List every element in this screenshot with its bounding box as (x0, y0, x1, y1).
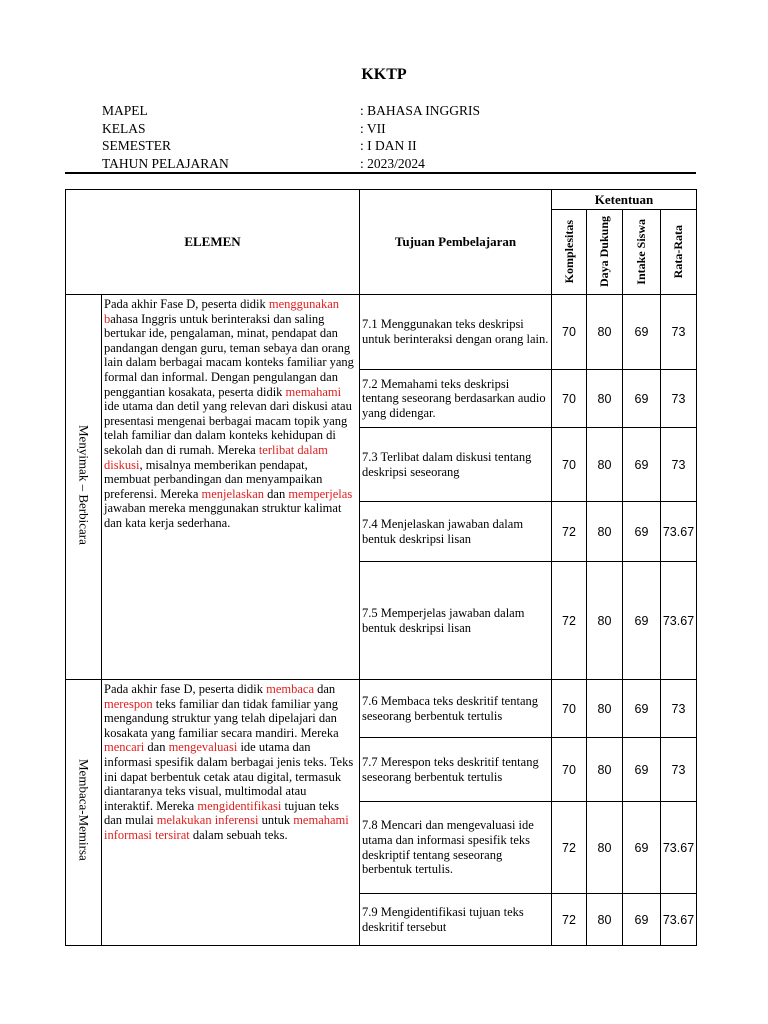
element-description (102, 295, 360, 680)
element-label-text: Membaca-Memirsa (76, 759, 92, 861)
rata-cell: 73.67 (661, 502, 697, 562)
description-text: ide utama dan informasi spesifik dalam berbagai jenis teks. Teks ini dapat berbentuk cetak atau digital, termasuk diantaranya teks visual, multimodal atau interaktif. Mereka (104, 740, 354, 813)
description-text: tujuan teks dan mulai (104, 798, 340, 828)
highlighted-keyword: mengevaluasi (168, 740, 238, 755)
subheader-label: Komplesitas (561, 220, 576, 284)
element-label-menyimak (66, 295, 102, 680)
subheader-label: Daya Dukung (597, 216, 611, 288)
rata-cell: 73.67 (661, 894, 697, 946)
daya-dukung-cell: 80 (587, 428, 623, 502)
kompleksitas-cell: 72 (552, 502, 587, 562)
kompleksitas-cell: 70 (552, 738, 587, 802)
meta-label: TAHUN PELAJARAN (102, 155, 229, 171)
description-text: teks familiar dan tidak familiar yang mengandung struktur yang telah dipelajari dan kosakata yang familiar secara mandiri. Mereka (104, 696, 339, 740)
highlighted-keyword: menggunakan b (104, 297, 340, 326)
intake-cell: 69 (623, 680, 661, 738)
element-description-text (104, 682, 357, 843)
tp-cell: 7.2 Memahami teks deskripsi tentang seseorang berdasarkan audio yang didengar. (360, 370, 552, 428)
description-text: ide utama dan detil yang relevan dari diskusi atau presentasi mengenai berbagai macam topik yang telah familiar dan dalam konteks kehidupan di sekolah dan di rumah. Mereka (104, 399, 352, 457)
meta-value: : I DAN II (360, 138, 417, 153)
meta-block (102, 102, 480, 172)
highlighted-keyword: melakukan inferensi (156, 813, 259, 828)
kompleksitas-cell: 70 (552, 295, 587, 370)
header-rule (65, 172, 696, 174)
element-label-text: Menyimak – Berbicara (76, 424, 92, 545)
highlighted-keyword: menjelaskan (201, 486, 265, 501)
daya-dukung-cell: 80 (587, 502, 623, 562)
subheader-label: Rata-Rata (671, 225, 685, 279)
daya-dukung-cell: 80 (587, 894, 623, 946)
daya-dukung-cell: 80 (587, 295, 623, 370)
description-text: jawaban mereka menggunakan struktur kalimat dan kata kerja sederhana. (104, 501, 342, 530)
description-text: dalam sebuah teks. (189, 827, 288, 842)
table-row (66, 680, 697, 738)
kompleksitas-cell: 72 (552, 562, 587, 680)
tp-cell: 7.6 Membaca teks deskritif tentang seseorang berbentuk tertulis (360, 680, 552, 738)
subheader-kompleksitas (552, 210, 587, 295)
rata-cell: 73 (661, 738, 697, 802)
tp-cell: 7.1 Menggunakan teks deskripsi untuk berinteraksi dengan orang lain. (360, 295, 552, 370)
meta-row-kelas (102, 120, 480, 138)
description-text: , misalnya memberikan pendapat, membuat perbandingan dan menyampaikan preferensi. Mereka (104, 457, 323, 501)
daya-dukung-cell: 80 (587, 802, 623, 894)
intake-cell: 69 (623, 370, 661, 428)
highlighted-keyword: membaca (266, 682, 314, 696)
subheader-rata-rata (661, 210, 697, 295)
tp-cell: 7.4 Menjelaskan jawaban dalam bentuk deskripsi lisan (360, 502, 552, 562)
intake-cell: 69 (623, 502, 661, 562)
description-text: dan (314, 682, 336, 696)
element-description-text (104, 297, 357, 531)
intake-cell: 69 (623, 428, 661, 502)
description-text: dan (264, 486, 289, 501)
intake-cell: 69 (623, 894, 661, 946)
highlighted-keyword: merespon (104, 696, 153, 711)
rata-cell: 73 (661, 680, 697, 738)
tp-cell: 7.9 Mengidentifikasi tujuan teks deskritif tersebut (360, 894, 552, 946)
daya-dukung-cell: 80 (587, 562, 623, 680)
meta-row-mapel (102, 102, 480, 120)
rata-cell: 73 (661, 428, 697, 502)
subheader-daya-dukung (587, 210, 623, 295)
subheader-label: Intake Siswa (634, 219, 648, 285)
kompleksitas-cell: 70 (552, 680, 587, 738)
kompleksitas-cell: 70 (552, 370, 587, 428)
daya-dukung-cell: 80 (587, 370, 623, 428)
rata-cell: 73 (661, 295, 697, 370)
element-label-membaca (66, 680, 102, 946)
rata-cell: 73.67 (661, 802, 697, 894)
header-elemen: ELEMEN (66, 190, 360, 295)
tp-cell: 7.5 Memperjelas jawaban dalam bentuk deskripsi lisan (360, 562, 552, 680)
highlighted-keyword: memperjelas (288, 486, 353, 501)
description-text: Pada akhir fase D, peserta didik (104, 682, 267, 696)
rata-cell: 73 (661, 370, 697, 428)
meta-row-tahun (102, 155, 480, 173)
highlighted-keyword: mencari (104, 740, 145, 755)
intake-cell: 69 (623, 738, 661, 802)
tp-cell: 7.3 Terlibat dalam diskusi tentang deskripsi seseorang (360, 428, 552, 502)
kktp-table (65, 189, 697, 946)
header-ketentuan: Ketentuan (552, 190, 697, 210)
kompleksitas-cell: 72 (552, 894, 587, 946)
daya-dukung-cell: 80 (587, 738, 623, 802)
tp-cell: 7.8 Mencari dan mengevaluasi ide utama dan informasi spesifik teks deskriptif tentang seseorang berbentuk tertulis. (360, 802, 552, 894)
document-title: KKTP (361, 66, 407, 83)
highlighted-keyword: memahami informasi tersirat (104, 813, 349, 842)
meta-label: KELAS (102, 120, 146, 136)
header-tujuan: Tujuan Pembelajaran (360, 190, 552, 295)
meta-label: SEMESTER (102, 138, 172, 153)
subheader-intake-siswa (623, 210, 661, 295)
intake-cell: 69 (623, 562, 661, 680)
intake-cell: 69 (623, 295, 661, 370)
rata-cell: 73.67 (661, 562, 697, 680)
table-row (66, 295, 697, 370)
meta-label: MAPEL (102, 103, 148, 118)
kompleksitas-cell: 72 (552, 802, 587, 894)
description-text: untuk (258, 813, 294, 828)
description-text: Pada akhir Fase D, peserta didik (104, 297, 269, 311)
description-text: ahasa Inggris untuk berinteraksi dan saling bertukar ide, pengalaman, minat, pendapat dan pandangan dengan guru, teman sebaya dan orang lain dalam berbagai macam konteks familiar yang formal dan informal. Dengan pengulangan dan penggantian kosakata, peserta didik (104, 311, 354, 399)
meta-value: : VII (360, 120, 386, 136)
meta-value: : BAHASA INGGRIS (360, 103, 481, 118)
meta-value: : 2023/2024 (360, 155, 425, 171)
highlighted-keyword: memahami (285, 384, 342, 399)
intake-cell: 69 (623, 802, 661, 894)
tp-cell: 7.7 Merespon teks deskritif tentang seseorang berbentuk tertulis (360, 738, 552, 802)
meta-row-semester (102, 137, 480, 155)
description-text: dan (144, 740, 169, 755)
daya-dukung-cell: 80 (587, 680, 623, 738)
highlighted-keyword: terlibat dalam diskusi (104, 442, 328, 472)
highlighted-keyword: mengidentifikasi (197, 798, 282, 813)
element-description (102, 680, 360, 946)
kompleksitas-cell: 70 (552, 428, 587, 502)
header-row (66, 190, 697, 210)
